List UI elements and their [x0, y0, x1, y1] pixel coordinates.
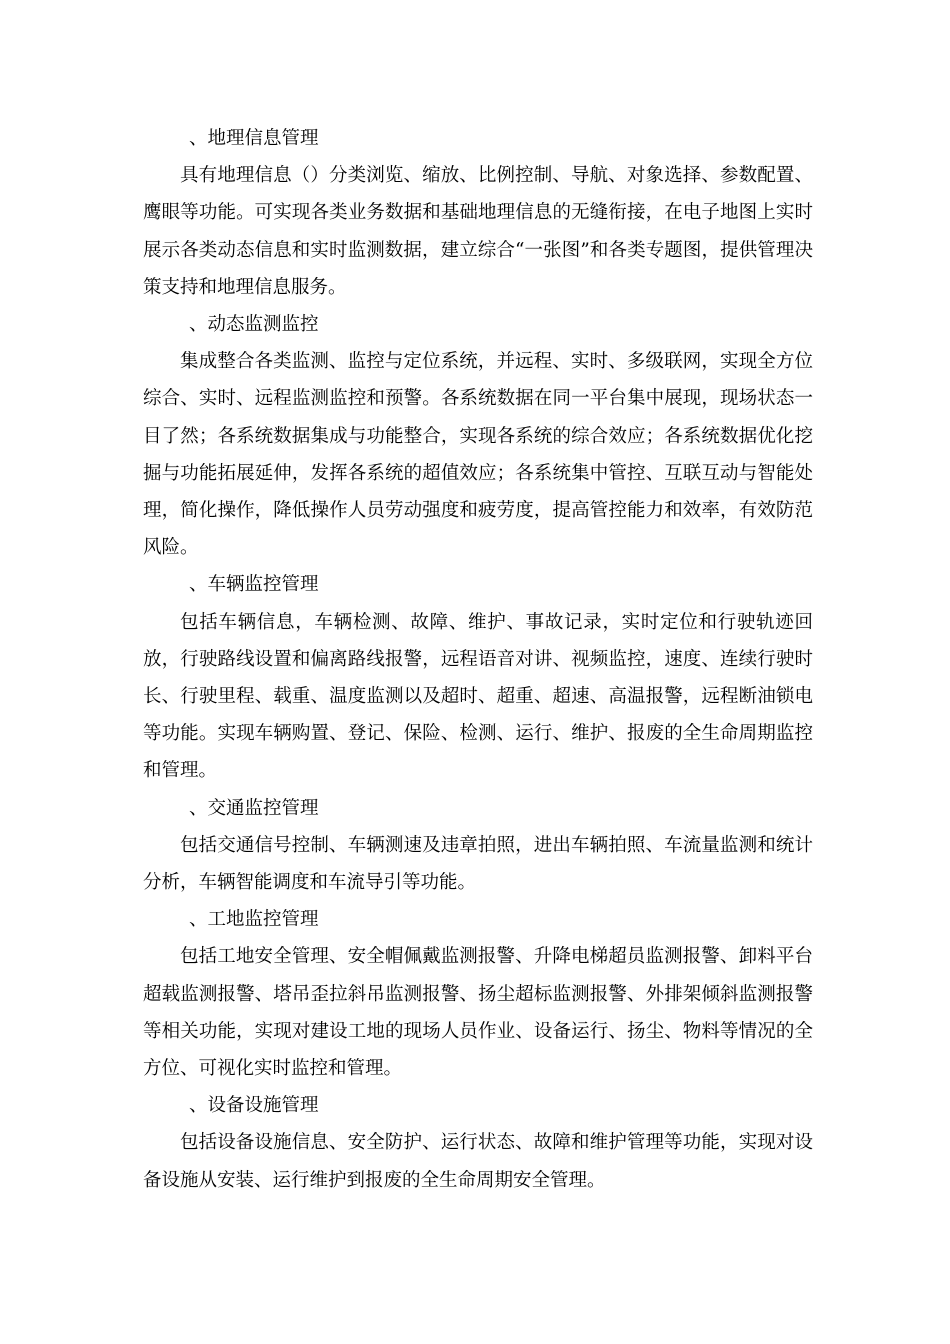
section-heading: 、车辆监控管理 — [189, 574, 319, 596]
section-paragraph: 包括设备设施信息、安全防护、运行状态、故障和维护管理等功能，实现对设备设施从安装、运行维护到报废的全生命周期安全管理。 — [143, 1132, 813, 1191]
section-heading: 、工地监控管理 — [189, 909, 319, 931]
section-paragraph: 包括交通信号控制、车辆测速及违章拍照，进出车辆拍照、车流量监测和统计分析，车辆智能调度和车流导引等功能。 — [143, 834, 813, 894]
section-heading: 、交通监控管理 — [189, 797, 319, 819]
section-heading: 、动态监测监控 — [189, 314, 319, 336]
section-heading: 、地理信息管理 — [189, 128, 319, 149]
section-vehicle-monitoring — [143, 566, 813, 789]
section-heading: 、设备设施管理 — [189, 1095, 319, 1117]
section-paragraph: 包括车辆信息，车辆检测、故障、维护、事故记录，实时定位和行驶轨迹回放，行驶路线设置和偏离路线报警，远程语音对讲、视频监控，速度、连续行驶时长、行驶里程、载重、温度监测以及超时、超重、超速、高温报警，远程断油锁电等功能。实现车辆购置、登记、保险、检测、运行、维护、报废的全生命周期监控和管理。 — [143, 611, 813, 782]
document-body — [143, 120, 813, 1199]
section-geographic-info — [143, 120, 813, 306]
section-paragraph: 包括工地安全管理、安全帽佩戴监测报警、升降电梯超员监测报警、卸料平台超载监测报警、塔吊歪拉斜吊监测报警、扬尘超标监测报警、外排架倾斜监测报警等相关功能，实现对建设工地的现场人员作业、设备运行、扬尘、物料等情况的全方位、可视化实时监控和管理。 — [143, 946, 813, 1080]
section-construction-site-monitoring — [143, 901, 813, 1087]
section-traffic-monitoring — [143, 790, 813, 902]
section-dynamic-monitoring — [143, 306, 813, 566]
section-equipment-facility — [143, 1087, 813, 1199]
section-paragraph: 集成整合各类监测、监控与定位系统，并远程、实时、多级联网，实现全方位综合、实时、远程监测监控和预警。各系统数据在同一平台集中展现，现场状态一目了然；各系统数据集成与功能整合，实现各系统的综合效应；各系统数据优化挖掘与功能拓展延伸，发挥各系统的超值效应；各系统集中管控、互联互动与智能处理，简化操作，降低操作人员劳动强度和疲劳度，提高管控能力和效率，有效防范风险。 — [143, 351, 813, 559]
section-paragraph: 具有地理信息（）分类浏览、缩放、比例控制、导航、对象选择、参数配置、鹰眼等功能。可实现各类业务数据和基础地理信息的无缝衔接，在电子地图上实时展示各类动态信息和实时监测数据，建立综合“一张图”和各类专题图，提供管理决策支持和地理信息服务。 — [143, 165, 813, 298]
